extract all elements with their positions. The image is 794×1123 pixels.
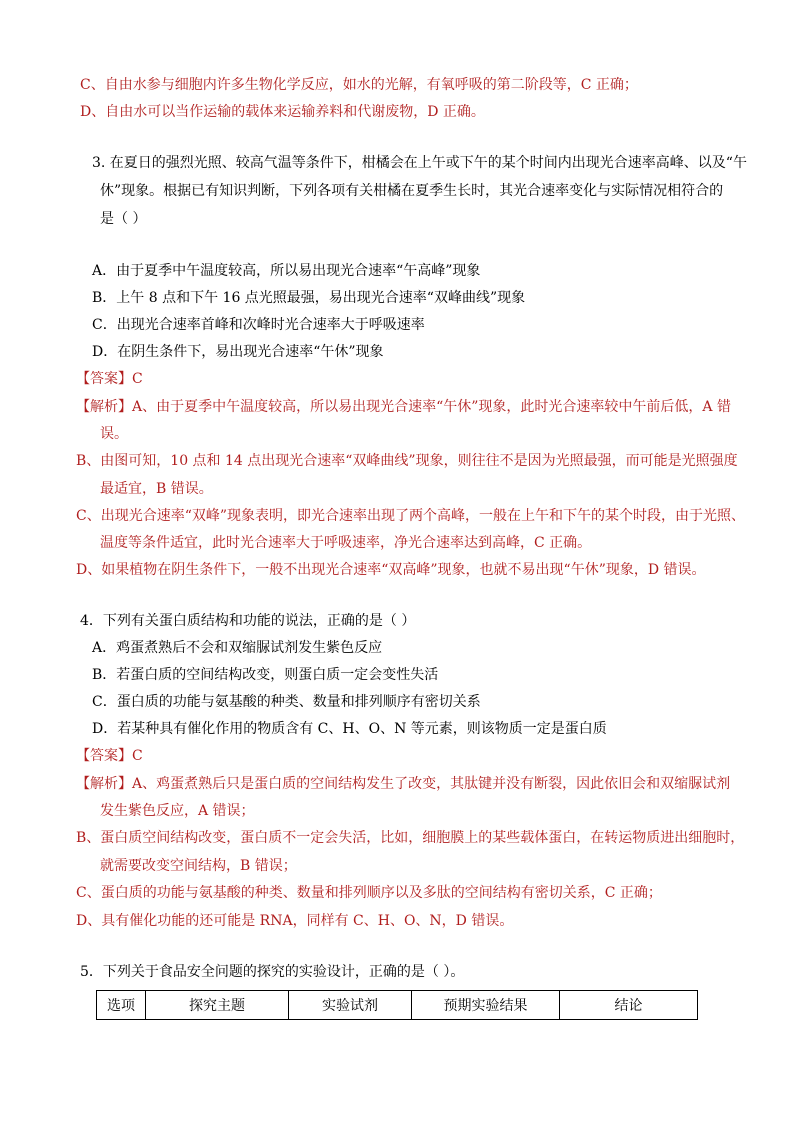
q3-analysis-c-cont: 温度等条件适宜，此时光合速率大于呼吸速率，净光合速率达到高峰，C 正确。 [100,535,592,551]
table-header-expected-result: 预期实验结果 [412,991,560,1020]
q4-analysis-b: B、蛋白质空间结构改变，蛋白质不一定会失活，比如，细胞膜上的某些载体蛋白，在转运物质进出细胞时， [76,830,745,846]
q4-analysis-a-cont: 发生紫色反应，A 错误； [100,803,255,819]
table-header-reagent: 实验试剂 [289,991,412,1020]
q3-option-d: D．在阴生条件下，易出现光合速率“午休”现象 [92,344,384,360]
q3-stem-line-2: 休”现象。根据已有知识判断，下列各项有关柑橘在夏季生长时，其光合速率变化与实际情况相符合的 [100,183,724,199]
prev-analysis-d: D、自由水可以当作运输的载体来运输养料和代谢废物，D 正确。 [80,104,485,120]
q5-stem: 5．下列关于食品安全问题的探究的实验设计，正确的是（ ）。 [80,964,465,980]
q3-analysis-b-cont: 最适宜，B 错误。 [100,481,213,497]
q3-stem-line-3: 是（ ） [100,211,147,227]
table-header-row [97,991,698,1020]
q3-analysis-a: 【解析】A、由于夏季中午温度较高，所以易出现光合速率“午休”现象，此时光合速率较中午前后低，A 错 [76,399,731,415]
q3-option-c: C．出现光合速率首峰和次峰时光合速率大于呼吸速率 [92,317,425,333]
q3-analysis-a-cont: 误。 [100,426,128,442]
q4-analysis-b-cont: 就需要改变空间结构，B 错误； [100,858,297,874]
q3-option-a: A．由于夏季中午温度较高，所以易出现光合速率“午高峰”现象 [92,263,481,279]
table-header-topic: 探究主题 [146,991,289,1020]
q3-stem-line-1: 3. 在夏日的强烈光照、较高气温等条件下，柑橘会在上午或下午的某个时间内出现光合速率高峰、以及“午 [92,155,747,171]
q3-analysis-b: B、由图可知，10 点和 14 点出现光合速率“双峰曲线”现象，则往往不是因为光照最强，而可能是光照强度 [76,453,738,469]
table-header-option: 选项 [97,991,146,1020]
q4-analysis-c: C、蛋白质的功能与氨基酸的种类、数量和排列顺序以及多肽的空间结构有密切关系，C 正确； [76,885,662,901]
q3-analysis-c: C、出现光合速率“双峰”现象表明，即光合速率出现了两个高峰，一般在上午和下午的某个时段，由于光照、 [76,508,746,524]
q4-analysis-a: 【解析】A、鸡蛋煮熟后只是蛋白质的空间结构发生了改变，其肽键并没有断裂，因此依旧会和双缩脲试剂 [76,776,731,792]
q3-analysis-d: D、如果植物在阴生条件下，一般不出现光合速率“双高峰”现象，也就不易出现“午休”现象，D 错误。 [76,562,706,578]
q4-option-c: C．蛋白质的功能与氨基酸的种类、数量和排列顺序有密切关系 [92,694,481,710]
q4-stem: 4．下列有关蛋白质结构和功能的说法，正确的是（ ） [80,613,416,629]
q4-option-a: A．鸡蛋煮熟后不会和双缩脲试剂发生紫色反应 [92,640,383,656]
q3-option-b: B．上午 8 点和下午 16 点光照最强，易出现光合速率“双峰曲线”现象 [92,290,526,306]
q4-option-b: B．若蛋白质的空间结构改变，则蛋白质一定会变性失活 [92,667,439,683]
prev-analysis-c: C、自由水参与细胞内许多生物化学反应，如水的光解，有氧呼吸的第二阶段等，C 正确； [80,77,638,93]
q4-option-d: D．若某种具有催化作用的物质含有 C、H、O、N 等元素，则该物质一定是蛋白质 [92,721,607,737]
q5-table [96,990,698,1020]
q4-analysis-d: D、具有催化功能的还可能是 RNA，同样有 C、H、O、N，D 错误。 [76,913,514,929]
q3-answer: 【答案】C [76,371,143,387]
table-header-conclusion: 结论 [560,991,698,1020]
q4-answer: 【答案】C [76,748,143,764]
